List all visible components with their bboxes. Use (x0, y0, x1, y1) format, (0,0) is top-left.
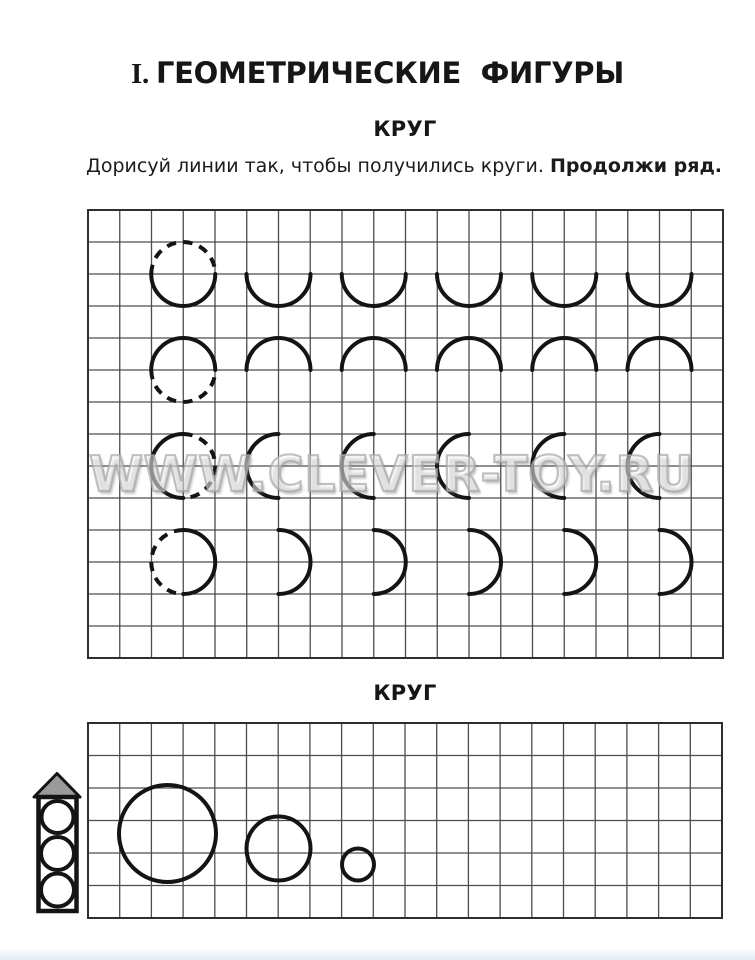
instruction-bold-text: Продолжи ряд. (549, 155, 723, 177)
traffic-light-roof (34, 774, 80, 798)
watermark: WWW.CLEVER-TOY.RU (89, 446, 695, 503)
title-text: ГЕОМЕТРИЧЕСКИЕ ФИГУРЫ (155, 56, 624, 90)
traffic-light-icon (34, 774, 80, 912)
size-circle-large (119, 785, 216, 882)
traffic-light-lamp (41, 837, 74, 870)
section2-heading: КРУГ (373, 681, 437, 705)
traffic-light-lamp (42, 801, 74, 833)
instruction-text: Дорисуй линии так, чтобы получились круги. (86, 155, 550, 177)
title-number: I. (131, 58, 149, 90)
traffic-light-lamp (41, 874, 74, 907)
page-bottom-edge (0, 949, 755, 960)
size-exercise-grid (88, 723, 722, 918)
section1-heading: КРУГ (373, 117, 437, 141)
